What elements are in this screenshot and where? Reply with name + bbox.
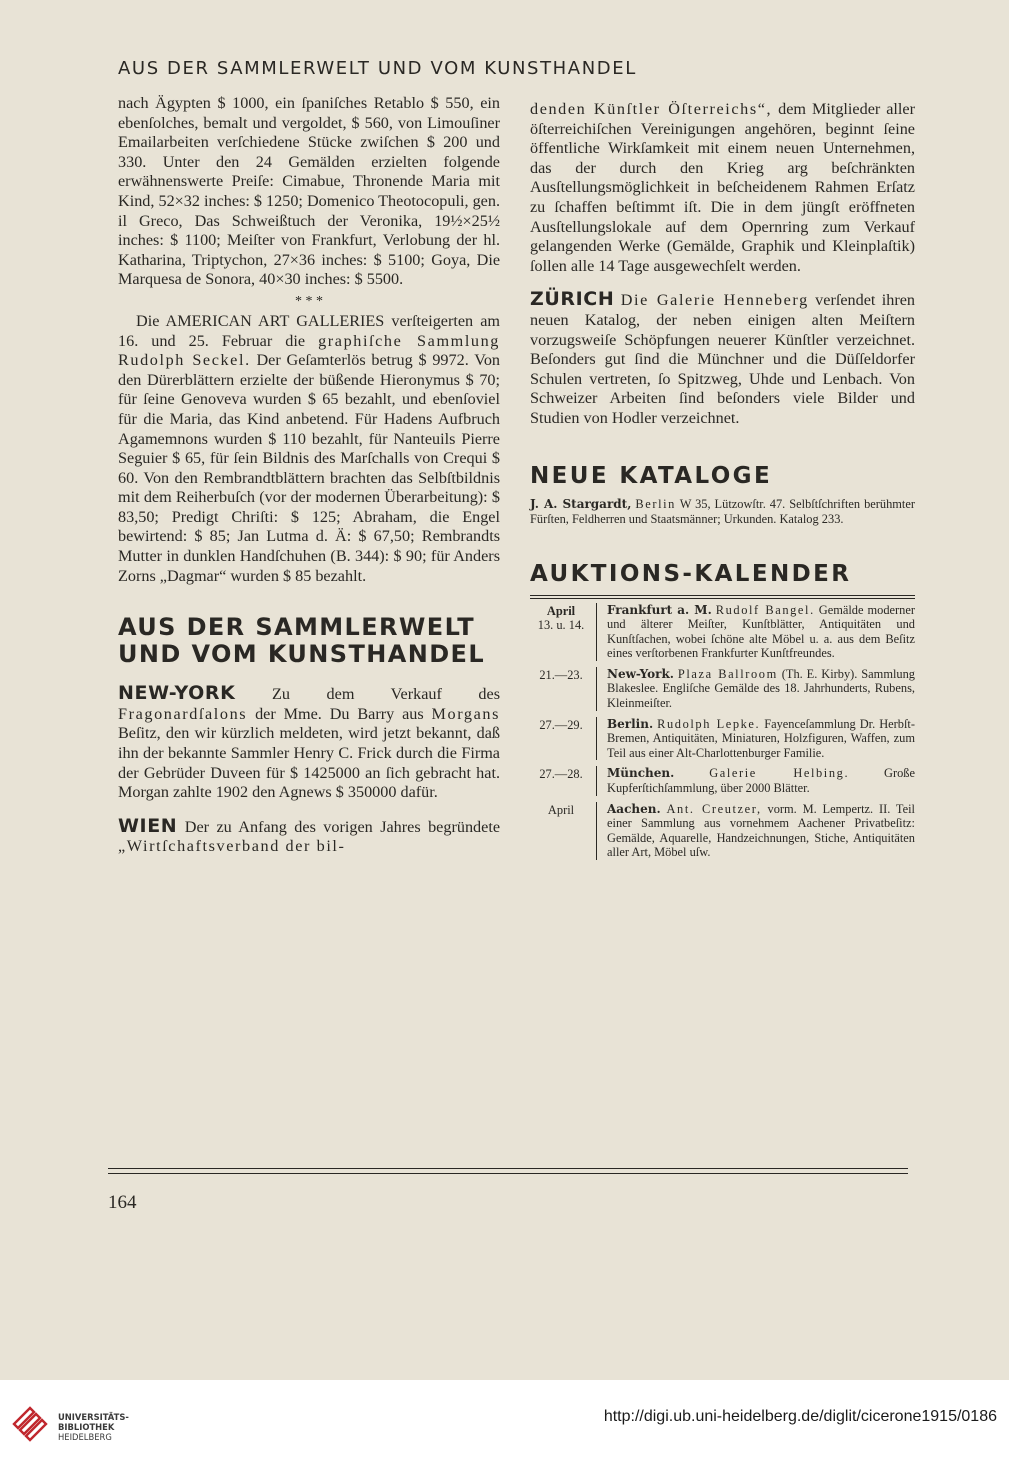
newyork-text-c: Beſitz, den wir kürzlich meldeten, wird jetzt bekannt, daß ihn der bekannte Sammler Henry C. Frick durch die Firma der Gebrüder Duveen für $ 1425000 an ſich gebracht hat. Morgan zahlte 1902 den Agnews $ 350000 dafür. — [118, 724, 500, 802]
wien-paragraph — [118, 814, 501, 857]
library-name-line2: BIBLIOTHEK — [58, 1422, 115, 1432]
kalender-city: Berlin. — [607, 716, 654, 731]
kalender-separator — [596, 766, 597, 795]
kalender-house: Rudolph Lepke. — [657, 716, 761, 731]
kalender-description — [607, 717, 915, 761]
kalender-date — [530, 717, 592, 761]
kalender-text: vorm. M. Lempertz. II. Teil einer Sammlung aus vornehmem Aachener Privatbeſitz: Gemälde, Aquarelle, Handzeichnungen, Stiche, Antiquitäten aller Art, Möbel uſw. — [607, 801, 915, 860]
kalender-house: Galerie Helbing. — [709, 766, 850, 781]
wien-spaced: „Wirtſchaftsverband der bil- — [118, 837, 346, 856]
kalender-row — [530, 717, 915, 761]
section-title: AUS DER SAMMLERWELT UND VOM KUNSTHANDEL — [118, 613, 486, 669]
library-logo-icon — [10, 1404, 50, 1444]
kataloge-city: Berlin — [635, 496, 676, 511]
zurich-city-heading: ZÜRICH — [530, 288, 615, 311]
digitization-footer — [0, 1380, 1009, 1469]
right-column — [530, 100, 915, 862]
zurich-spaced: Die Galerie Henneberg — [620, 291, 809, 310]
aag-spaced-text: graphiſche Sammlung Rudolph Seckel. — [118, 331, 500, 370]
page-number: 164 — [108, 1192, 137, 1213]
left-column — [118, 94, 500, 857]
kalender-separator — [596, 667, 597, 711]
kalender-house: Ant. Creutzer, — [666, 801, 762, 816]
wien-cont-text: dem Mitglieder aller öſterreichiſchen Vereinigungen angehören, beginnt ſeine öffentliche Wirkſamkeit mit einem neuen Unternehmen, das der durch den Krieg arg beſchränkten Ausſtellungsmöglichkeit in beſcheidenem Rahmen Erſatz zu ſchaffen beſtimmt iſt. Die in dem jüngſt eröffneten Ausſtellungslokale auf dem Opernring zum Verkauf gelangenden Werke (Gemälde, Graphik und Kleinplaſtik) ſollen alle 14 Tage ausgewechſelt werden. — [530, 100, 915, 275]
kalender-date-line1: April — [547, 802, 575, 817]
kalender-text: Fayenceſammlung Dr. Herbſt-Bremen, Antiquitäten, Miniaturen, Holzfiguren, Waffen, zum Teil aus einer Alt-Charlottenburger Familie. — [607, 716, 915, 760]
kalender-rule — [530, 595, 915, 599]
kalender-date-line1: 27.—28. — [539, 767, 583, 782]
newyork-spaced-2: Morgans — [431, 704, 501, 723]
aag-lead-text: Die AMERICAN ART GALLERIES verſteigerten am 16. und 25. Februar die — [118, 311, 500, 350]
kalender-separator — [596, 717, 597, 761]
library-name — [58, 1412, 129, 1442]
kalender-house: Plaza Ballroom — [677, 666, 778, 681]
asterism-divider: * * * — [295, 293, 323, 309]
kalender-text: (Th. E. Kirby). Sammlung Blakeslee. Engliſche Gemälde des 18. Jahrhunderts, Rubens, Kleinmeiſter. — [607, 666, 915, 711]
kalender-date — [530, 667, 592, 711]
kalender-date — [530, 766, 592, 795]
kalender-date-line1: April — [546, 603, 576, 618]
zurich-paragraph — [530, 290, 915, 428]
kalender-date-line2: 13. u. 14. — [537, 618, 585, 633]
kalender-city: Frankfurt a. M. — [607, 602, 712, 617]
kalender-description — [607, 667, 915, 711]
kalender-description — [607, 603, 915, 661]
newyork-paragraph — [118, 684, 500, 803]
kalender-table — [530, 603, 915, 861]
running-head: AUS DER SAMMLERWELT UND VOM KUNSTHANDEL — [118, 58, 637, 79]
kalender-row — [530, 603, 915, 661]
kalender-separator — [596, 603, 597, 661]
kalender-row — [530, 766, 915, 795]
library-name-line1: UNIVERSITÄTS- — [58, 1412, 129, 1422]
bottom-double-rule — [108, 1168, 908, 1174]
kalender-date-line1: 27.—29. — [539, 717, 583, 732]
library-name-line3: HEIDELBERG — [58, 1432, 112, 1442]
kalender-text: Gemälde moderner und älterer Meiſter, Kunſtblätter, Antiquitäten und Kunſtſachen, wobei ſchöne alte Möbel u. a. aus dem Beſitz eines verſtorbenen Frankfurter Kunſtfreundes. — [607, 602, 915, 661]
kataloge-entry — [530, 497, 915, 527]
kalender-house: Rudolf Bangel. — [715, 602, 815, 617]
zurich-text: verſendet ihren neuen Katalog, der neben einigen alten Meiſtern vorzugsweiſe Schöpfungen neuerer Künſtler verzeichnet. Beſonders gut ſind die Münchner und die Düſſeldorfer Schulen vertreten, ſo Spitzweg, Uhde und Lenbach. Von Schweizer Arbeiten ſind beſonders viele Bilder und Studien von Hodler verzeichnet. — [530, 291, 916, 427]
newyork-spaced-1: Fragonardſalons — [118, 704, 248, 723]
kalender-city: München. — [607, 766, 675, 781]
kalender-date-line1: 21.—23. — [539, 667, 583, 682]
kataloge-dealer: J. A. Stargardt, — [530, 496, 632, 511]
source-url[interactable]: http://digi.ub.uni-heidelberg.de/diglit/cicerone1915/0186 — [603, 1408, 997, 1425]
kalender-city: Aachen. — [607, 801, 661, 816]
left-paragraph-auction-prices: nach Ägypten $ 1000, ein ſpaniſches Retablo $ 550, ein ebenſolches, bemalt und vergoldet, $ 560, von Limouſiner Emailarbeiten verſchiedene Stücke zwiſchen $ 200 und 330. Unter den 24 Gemälden erzielten folgende erwähnenswerte Preiſe: Cimabue, Thronende Maria mit Kind, 52×32 inches: $ 1250; Domenico Theotocopuli, gen. il Greco, Das Schweißtuch der Veronika, 19½×25½ inches: $ 1100; Meiſter von Frankfurt, Verlobung der hl. Katharina, Triptychon, 27×36 inches: $ 5100; Goya, Die Marquesa de Sonora, 40×30 inches: $ 5500. — [118, 94, 500, 289]
kalender-date — [530, 802, 592, 860]
kalender-heading: AUKTIONS-KALENDER — [530, 560, 852, 587]
wien-cont-spaced: denden Künſtler Öſterreichs“, — [530, 100, 773, 118]
left-paragraph-american-art-galleries — [118, 312, 500, 586]
newyork-text-b: der Mme. Du Barry aus — [255, 704, 424, 723]
wien-continued-paragraph — [530, 100, 915, 276]
newyork-text-a: Zu dem Verkauf des — [272, 685, 501, 704]
kalender-date — [530, 603, 592, 661]
kalender-text: Große Kupferſtichſammlung, über 2000 Blätter. — [607, 766, 915, 796]
kalender-row — [530, 802, 915, 860]
kalender-description — [607, 766, 915, 795]
aag-rest-text: Der Geſamterlös betrug $ 9972. Von den Dürerblättern erzielte der büßende Hieronymus $ 70; für ſeine Genoveva wurden $ 65 bezahlt, und ebenſoviel für die Maria, das Kind anbetend. Für Hadens Aufbruch Agamemnons wurden $ 110 bezahlt, für Nanteuils Pierre Seguier $ 65, für ſein Bildnis des Marſchalls von Crequi $ 60. Von den Rembrandtblättern brachten das Selbſtbildnis mit dem Reiherbuſch (vor der modernen Überarbeitung): $ 83,50; Predigt Chriſti: $ 125; Abraham, die Engel bewirtend: $ 85; Jan Lutma d. Ä: $ 67,50; Rembrandts Mutter in dunklen Handſchuhen (B. 344): $ 90; für Anders Zorns „Dagmar“ wurden $ 85 bezahlt. — [118, 351, 501, 585]
kataloge-text: W 35, Lützowſtr. 47. Selbſtſchriften berühmter Fürſten, Feldherren und Staatsmänner; Urkunden. Katalog 233. — [530, 496, 915, 526]
newyork-city-heading: NEW-YORK — [118, 682, 236, 705]
kalender-description — [607, 802, 915, 860]
wien-city-heading: WIEN — [118, 814, 178, 837]
kalender-separator — [596, 802, 597, 860]
kalender-city: New-York. — [607, 666, 674, 681]
wien-text-a: Der zu Anfang des vorigen Jahres begründete — [184, 817, 501, 836]
kataloge-heading: NEUE KATALOGE — [530, 462, 773, 489]
kalender-row — [530, 667, 915, 711]
